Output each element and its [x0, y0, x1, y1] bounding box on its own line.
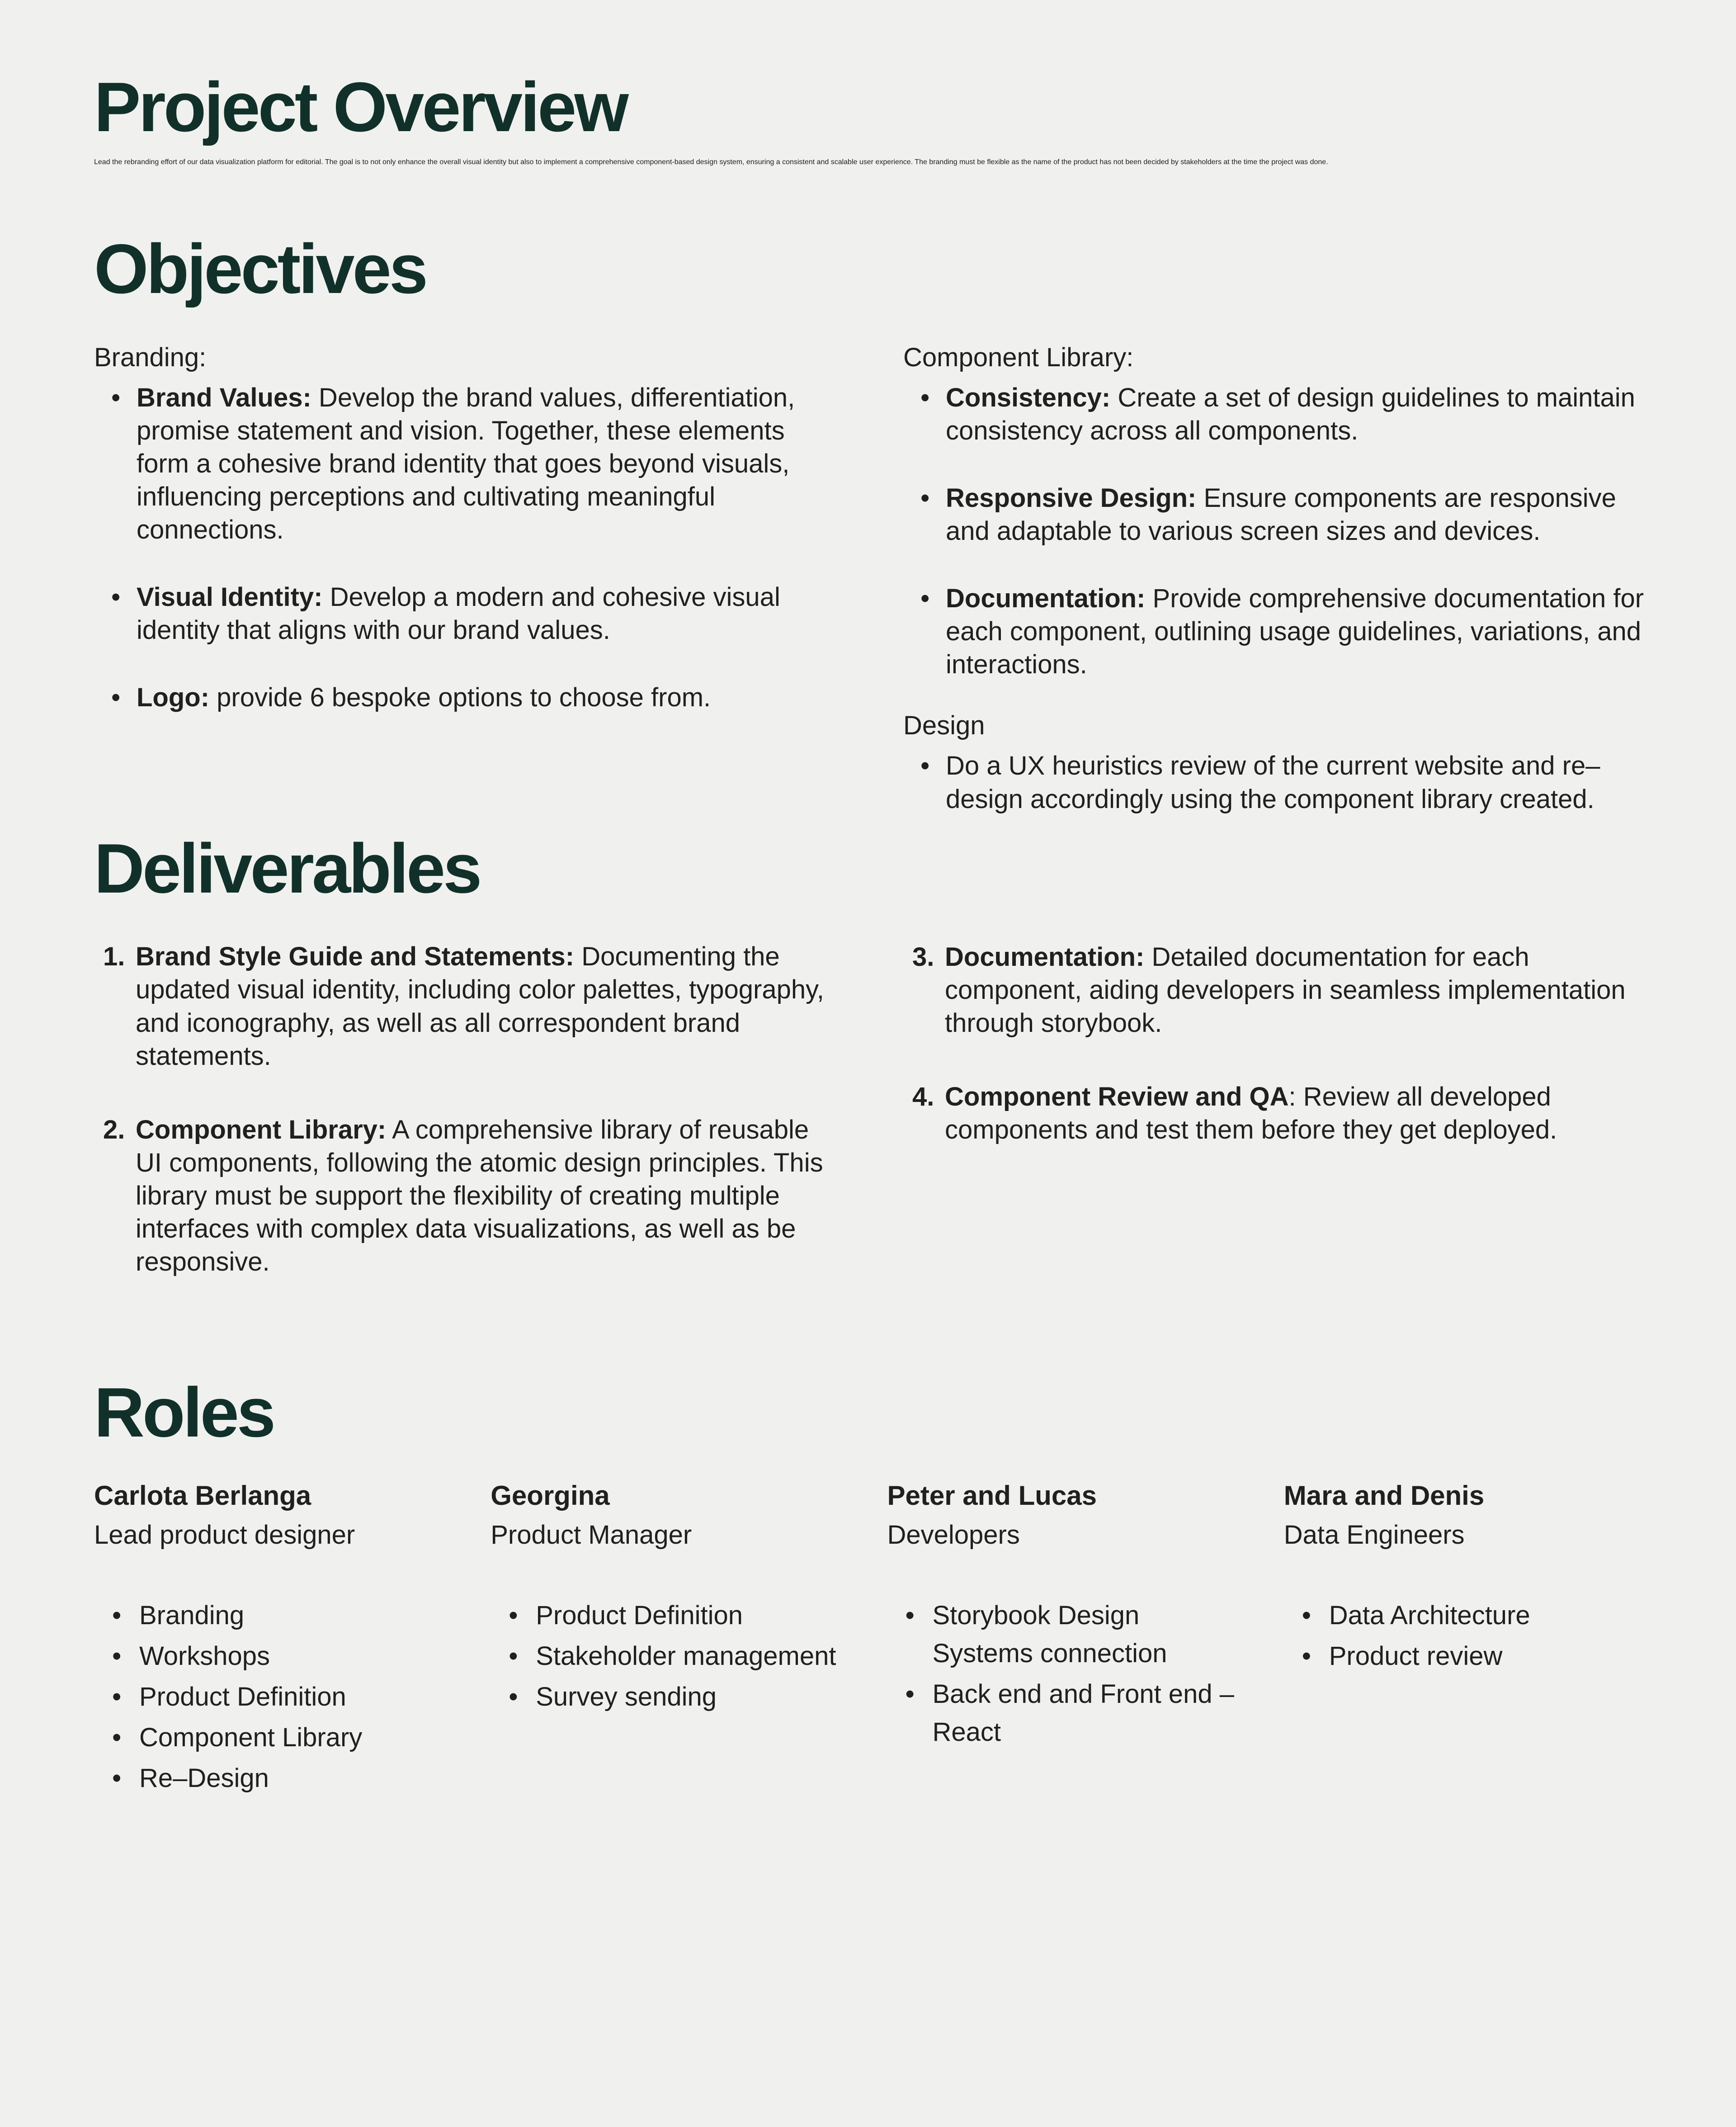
item-number: 3. — [912, 942, 934, 972]
deliverables-left-column — [94, 825, 826, 1278]
task-item — [94, 1719, 452, 1757]
list-item — [903, 482, 1654, 548]
deliverables-section — [94, 825, 1642, 1278]
bullet-icon: • — [509, 1682, 518, 1712]
group-heading-design: Design — [903, 711, 985, 741]
bullet-icon: • — [509, 1641, 518, 1671]
component-library-group — [903, 341, 1654, 681]
task-item — [1284, 1597, 1642, 1635]
item-body: provide 6 bespoke options to choose from. — [209, 683, 711, 713]
group-heading-component-library: Component Library: — [903, 342, 1134, 372]
task-text: Data Architecture — [1329, 1601, 1530, 1630]
item-body: A comprehensive library of reusable UI components, following the atomic design principles. This library must be support the flexibility of creating multiple interfaces with complex data visualizations, as well as be responsive. — [136, 1115, 823, 1276]
list-item-text — [136, 1113, 826, 1278]
objectives-section — [94, 225, 1642, 816]
person-role: Data Engineers — [1283, 1520, 1465, 1550]
task-item — [94, 1759, 452, 1797]
item-number: 4. — [912, 1082, 934, 1111]
item-label: Responsive Design: — [946, 483, 1197, 513]
bullet-icon: • — [905, 1601, 915, 1630]
list-item — [903, 749, 1654, 815]
person-role: Developers — [887, 1520, 1020, 1550]
role-card-peter-lucas — [887, 1477, 1245, 1801]
overview-paragraph: Lead the rebranding effort of our data visualization platform for editorial. The goal is to not only enhance the overall visual identity but also to implement a comprehensive component-based design system, ensuring a consistent and scalable user experience. The branding must be flexible as the name of the product has not been decided by stakeholders at the time the project was done. — [94, 158, 1328, 166]
bullet-icon: • — [920, 483, 930, 513]
task-item — [491, 1637, 849, 1675]
task-text: Storybook Design Systems connection — [932, 1601, 1167, 1669]
deliverables-list-left — [94, 940, 826, 1278]
bullet-icon: • — [112, 1601, 122, 1630]
item-label: Brand Values: — [137, 383, 311, 412]
roles-section — [94, 1369, 1642, 1800]
bullet-icon: • — [112, 1682, 122, 1712]
item-body: Do a UX heuristics review of the current website and re–design accordingly using the component library created. — [946, 751, 1600, 814]
group-heading-branding: Branding: — [94, 342, 207, 372]
bullet-icon: • — [1302, 1641, 1311, 1671]
list-item — [903, 381, 1654, 447]
bullet-icon: • — [111, 582, 121, 612]
item-number: 1. — [103, 942, 125, 972]
role-card-mara-denis — [1284, 1477, 1642, 1801]
task-text: Product Definition — [139, 1682, 346, 1712]
item-label: Documentation: — [946, 584, 1146, 614]
section-title-roles: Roles — [94, 1373, 274, 1452]
person-role: Product Manager — [491, 1520, 692, 1550]
item-label: Consistency: — [946, 383, 1111, 412]
branding-group — [94, 341, 826, 714]
list-item-text — [136, 940, 826, 1072]
task-text: Workshops — [139, 1641, 270, 1671]
list-item — [903, 582, 1654, 681]
item-body: Provide comprehensive documentation for each component, outlining usage guidelines, variations, and interactions. — [946, 584, 1644, 680]
task-item — [491, 1678, 849, 1716]
list-item — [94, 681, 826, 714]
person-task-list — [887, 1597, 1245, 1751]
list-item-text — [946, 582, 1654, 681]
design-list — [903, 749, 1654, 815]
person-name: Carlota Berlanga — [94, 1480, 311, 1511]
item-body: Documenting the updated visual identity, including color palettes, typography, and iconography, as well as all correspondent brand statements. — [136, 942, 824, 1071]
item-label: Component Review and QA — [945, 1082, 1289, 1111]
list-item — [94, 381, 826, 546]
bullet-icon: • — [112, 1723, 122, 1753]
item-body: Detailed documentation for each component, aiding developers in seamless implementation through storybook. — [945, 942, 1626, 1038]
list-item-text — [946, 482, 1654, 548]
task-item — [94, 1637, 452, 1675]
bullet-icon: • — [111, 383, 121, 412]
component-library-list — [903, 381, 1654, 681]
bullet-icon: • — [111, 683, 121, 713]
list-item-text — [945, 941, 1654, 1040]
bullet-icon: • — [112, 1641, 122, 1671]
person-task-list — [94, 1597, 452, 1797]
role-card-georgina — [491, 1477, 849, 1801]
bullet-icon: • — [1302, 1601, 1311, 1630]
person-name: Peter and Lucas — [887, 1480, 1097, 1511]
task-item — [491, 1597, 849, 1635]
list-item-text — [137, 681, 826, 714]
person-name: Mara and Denis — [1283, 1480, 1485, 1511]
task-item — [94, 1678, 452, 1716]
item-label: Brand Style Guide and Statements: — [136, 942, 575, 972]
person-role: Lead product designer — [94, 1520, 355, 1550]
task-text: Back end and Front end – React — [932, 1679, 1234, 1747]
task-text: Product Definition — [536, 1601, 743, 1630]
item-body: Develop a modern and cohesive visual identity that aligns with our brand values. — [137, 582, 780, 645]
item-number: 2. — [103, 1115, 125, 1144]
bullet-icon: • — [920, 584, 930, 614]
task-item — [887, 1675, 1245, 1751]
branding-list — [94, 381, 826, 714]
bullet-icon: • — [920, 751, 930, 781]
numbered-item — [94, 1113, 826, 1278]
bullet-icon: • — [509, 1601, 518, 1630]
item-label: Documentation: — [945, 942, 1145, 972]
list-item-text — [946, 749, 1654, 815]
section-title-objectives: Objectives — [94, 229, 426, 308]
person-task-list — [1284, 1597, 1642, 1675]
numbered-item — [903, 941, 1654, 1040]
page-title: Project Overview — [94, 68, 627, 146]
task-text: Product review — [1329, 1641, 1503, 1671]
task-text: Branding — [139, 1601, 245, 1630]
design-group — [903, 709, 1654, 815]
roles-grid — [94, 1477, 1642, 1801]
person-name: Georgina — [491, 1480, 610, 1511]
list-item-text — [137, 581, 826, 647]
numbered-item — [94, 940, 826, 1072]
task-item — [94, 1597, 452, 1635]
deliverables-right-column — [903, 825, 1654, 1146]
item-label: Logo: — [137, 683, 210, 713]
person-task-list — [491, 1597, 849, 1716]
objectives-right-column — [903, 225, 1654, 816]
deliverables-list-right — [903, 941, 1654, 1146]
item-body: Create a set of design guidelines to maintain consistency across all components. — [946, 383, 1635, 445]
objectives-left-column — [94, 225, 826, 714]
task-item — [887, 1597, 1245, 1673]
item-body: Ensure components are responsive and adaptable to various screen sizes and devices. — [946, 483, 1616, 546]
section-title-deliverables: Deliverables — [94, 829, 480, 908]
item-body: : Review all developed components and test them before they get deployed. — [945, 1082, 1557, 1144]
numbered-item — [903, 1080, 1654, 1146]
item-label: Visual Identity: — [137, 582, 323, 612]
item-body: Develop the brand values, differentiation, promise statement and vision. Together, these elements form a cohesive brand identity that goes beyond visuals, influencing perceptions and cultivating meaningful connections. — [137, 383, 795, 544]
list-item — [94, 581, 826, 647]
list-item-text — [137, 381, 826, 546]
task-item — [1284, 1637, 1642, 1675]
bullet-icon: • — [905, 1679, 915, 1709]
bullet-icon: • — [920, 383, 930, 412]
overview-section — [94, 63, 1642, 166]
role-card-carlota — [94, 1477, 452, 1801]
bullet-icon: • — [112, 1763, 122, 1793]
task-text: Survey sending — [536, 1682, 717, 1712]
task-text: Re–Design — [139, 1763, 269, 1793]
task-text: Stakeholder management — [536, 1641, 836, 1671]
task-text: Component Library — [139, 1723, 363, 1753]
list-item-text — [946, 381, 1654, 447]
list-item-text — [945, 1080, 1654, 1146]
item-label: Component Library: — [136, 1115, 387, 1144]
